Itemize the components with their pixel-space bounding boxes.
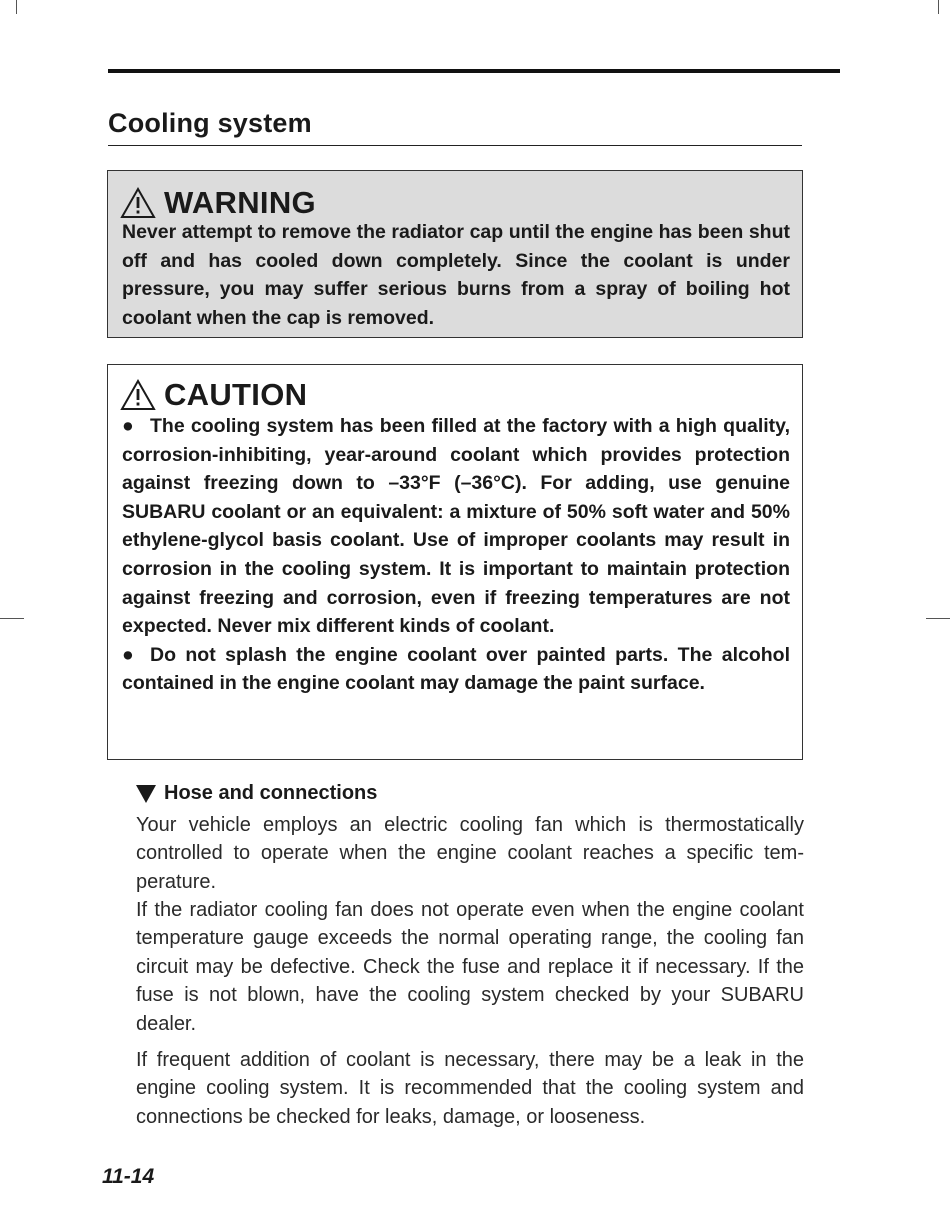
warning-heading: WARNING [164,185,316,220]
title-underline [108,145,802,146]
warning-triangle-icon [120,379,156,411]
warning-box [107,170,803,338]
header-rule [108,69,840,73]
bullet-icon: ● [122,415,134,437]
body-paragraph: Your vehicle employs an electric cooling fan which is thermostatically controlled to operate when the engine coolant reaches a specific temperature. [136,814,804,893]
bullet-icon: ● [122,643,134,666]
caution-heading: CAUTION [164,377,308,412]
section-title: Cooling system [108,108,312,138]
crop-mark-mid-right [926,618,950,619]
body-paragraph: If frequent addition of coolant is necessary, there may be a leak in the engine cooling system. It is recommended that the cooling system and connections be checked for leaks, damage, or looseness. [136,1049,804,1128]
caution-heading-row [120,377,307,413]
hose-section-heading [136,782,377,805]
warning-text: Never attempt to remove the radiator cap until the engine has been shut off and has cooled down completely. Since the coolant is under pressure, you may suffer serious burns from a spray of boiling hot coolant when the cap is removed. [122,221,790,329]
crop-mark-top-right [938,0,939,14]
body-paragraph: If the radiator cooling fan does not operate even when the engine coolant temperature gauge exceeds the normal operating range, the cooling fan circuit may be defective. Check the fuse and replace it if necessary. If the fuse is not blown, have the cooling system checked by your SUBARU dealer. [136,899,804,1035]
crop-mark-top-left [16,0,17,14]
caution-text [122,412,790,698]
caution-item-text: Do not splash the engine coolant over painted parts. The alcohol contained in the engine coolant may damage the paint surface. [122,643,790,695]
down-triangle-icon [136,785,156,803]
page-number: 11-14 [102,1165,155,1188]
hose-section-title: Hose and connections [164,782,378,804]
warning-triangle-icon [120,187,156,219]
crop-mark-mid-left [0,618,24,619]
caution-item [122,412,790,641]
caution-box [107,364,803,760]
caution-item [122,641,790,698]
warning-heading-row [120,185,316,221]
caution-item-text: The cooling system has been filled at the factory with a high quality, corrosion-inhibiting, year-around coolant which provides protection against freezing down to –33°F (–36°C). For adding, use genuine SUBARU coolant or an equivalent: a mixture of 50% soft water and 50% ethylene-glycol basis coolant. Use of improper coolants may result in corrosion in the cooling system. It is important to maintain protection against freezing and corrosion, even if freezing temperatures are not expected. Never mix different kinds of coolant. [122,415,790,638]
